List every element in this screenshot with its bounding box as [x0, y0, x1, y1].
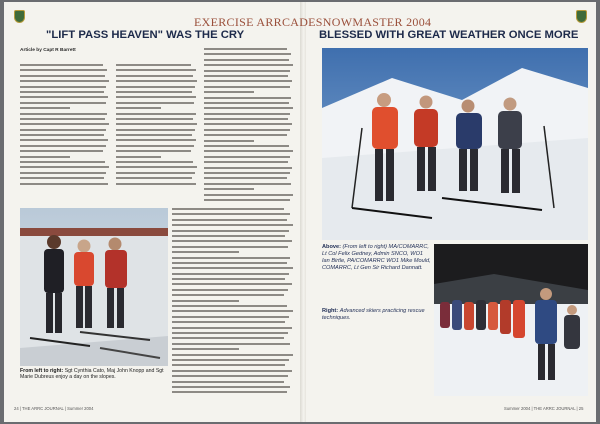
regimental-crest-icon [576, 10, 587, 23]
body-text-line [204, 86, 290, 88]
body-text-line [116, 123, 197, 125]
body-text-line [204, 97, 291, 99]
left-photo-caption-label: From left to right: [20, 368, 64, 374]
article-column-2 [116, 64, 198, 192]
body-text-line [116, 183, 196, 185]
body-text-line [204, 129, 290, 131]
right-photo-caption-label: Right: [322, 308, 339, 314]
body-text-line [116, 139, 196, 141]
body-text-line [172, 343, 290, 345]
body-text-line [20, 177, 104, 179]
body-text-line [172, 208, 284, 210]
body-text-line [204, 53, 291, 55]
body-text-line [20, 156, 70, 158]
body-text-line [172, 230, 289, 232]
body-text-line [172, 262, 287, 264]
body-text-line [20, 183, 108, 185]
body-text-line [204, 107, 293, 109]
body-text-line [20, 113, 107, 115]
body-text-line [172, 289, 288, 291]
above-photo-caption [322, 244, 432, 272]
body-text-line [20, 123, 109, 125]
body-text-line [204, 64, 293, 66]
magazine-spread [4, 2, 596, 422]
body-text-line [20, 96, 108, 98]
above-photo-caption-text: (From left to right) MA/COMARRC, Lt Col Felix Gedney, Admin SNCO, WO1 Ian Birtle, PA/COMARRC WO1 Mike Mould, COMARRC, Lt Gen Sir Richard Dannatt. [322, 244, 431, 271]
body-text-line [20, 145, 106, 147]
body-text-line [172, 294, 284, 296]
body-text-line [20, 150, 103, 152]
body-text-line [204, 70, 290, 72]
body-text-line [172, 354, 293, 356]
body-text-line [172, 359, 289, 361]
body-text-line [116, 134, 192, 136]
body-text-line [116, 172, 195, 174]
body-text-line [172, 283, 292, 285]
body-text-line [204, 123, 292, 125]
body-text-line [204, 177, 287, 179]
body-text-line [20, 69, 107, 71]
body-text-line [116, 129, 195, 131]
right-photo-caption [322, 308, 428, 322]
rescue-practice-photo [434, 244, 588, 396]
body-text-line [116, 91, 192, 93]
left-photo-caption-text: Sgt Cynthia Cato, Maj John Knopp and Sgt Marie Dubreus enjoy a day on the slopes. [20, 368, 164, 381]
body-text-line [204, 172, 290, 174]
body-text-line [20, 91, 104, 93]
body-text-line [204, 199, 290, 201]
body-text-line [204, 150, 293, 152]
body-text-line [204, 80, 292, 82]
body-text-line [204, 91, 254, 93]
body-text-line [204, 118, 288, 120]
body-text-line [204, 59, 289, 61]
body-text-line [116, 177, 192, 179]
above-photo-caption-label: Above: [322, 244, 341, 250]
group-photo-top-right [322, 48, 588, 240]
body-text-line [116, 150, 191, 152]
body-text-line [204, 167, 292, 169]
left-headline: "LIFT PASS HEAVEN" WAS THE CRY [46, 29, 245, 41]
body-text-line [172, 337, 284, 339]
body-text-line [20, 80, 109, 82]
body-text-line [20, 172, 106, 174]
body-text-line [116, 118, 193, 120]
footer-left: 24 | THE ARRC JOURNAL | Summer 2004 [14, 406, 94, 411]
body-text-line [204, 194, 293, 196]
body-text-line [116, 96, 196, 98]
body-text-line [204, 102, 289, 104]
body-text-line [204, 188, 254, 190]
body-text-line [20, 107, 70, 109]
skiers-photo-left [20, 208, 168, 366]
body-text-line [204, 48, 287, 50]
body-text-line [20, 118, 105, 120]
right-headline: BLESSED WITH GREAT WEATHER ONCE MORE [319, 29, 579, 41]
body-text-line [172, 327, 292, 329]
body-text-line [116, 166, 197, 168]
body-text-line [116, 102, 194, 104]
body-text-line [20, 102, 106, 104]
body-text-line [172, 278, 285, 280]
body-text-line [20, 139, 108, 141]
body-text-line [172, 267, 293, 269]
body-text-line [116, 145, 194, 147]
body-text-line [172, 273, 289, 275]
body-text-line [172, 300, 239, 302]
rescue-practice-image [434, 244, 588, 396]
body-text-line [172, 348, 239, 350]
body-text-line [116, 64, 191, 66]
article-column-3 [204, 48, 294, 206]
body-text-line [172, 246, 288, 248]
body-text-line [20, 86, 106, 88]
body-text-line [172, 257, 290, 259]
body-text-line [172, 219, 287, 221]
body-text-line [172, 240, 292, 242]
body-text-line [172, 235, 285, 237]
body-text-line [116, 113, 196, 115]
group-photo-image [322, 48, 588, 240]
body-text-line [116, 107, 161, 109]
body-text-line [20, 129, 106, 131]
body-text-line [204, 113, 290, 115]
body-text-line [204, 145, 289, 147]
article-column-1 [20, 64, 110, 192]
body-text-line [172, 213, 290, 215]
article-byline: Article by Capt R Barrett [20, 48, 76, 53]
body-text-line [204, 134, 287, 136]
body-text-line [172, 364, 285, 366]
skiers-photo-image [20, 208, 168, 366]
body-text-line [116, 75, 193, 77]
body-text-line [204, 75, 288, 77]
body-text-line [204, 183, 291, 185]
body-text-line [172, 375, 288, 377]
footer-right: Summer 2004 | THE ARRC JOURNAL | 25 [504, 406, 584, 411]
body-text-line [172, 332, 288, 334]
body-text-line [20, 134, 104, 136]
body-text-line [116, 156, 161, 158]
body-text-line [172, 386, 290, 388]
body-text-line [172, 370, 292, 372]
left-photo-caption [20, 368, 170, 380]
body-text-line [204, 156, 290, 158]
body-text-line [116, 161, 193, 163]
body-text-line [204, 161, 288, 163]
right-photo-caption-text: Advanced skiers practicing rescue techniques. [322, 308, 425, 321]
body-text-line [20, 166, 109, 168]
body-text-line [172, 381, 284, 383]
section-kicker: EXERCISE ARRCADESNOWMASTER 2004 [194, 15, 432, 29]
body-text-line [20, 64, 103, 66]
body-text-line [20, 161, 105, 163]
body-text-line [172, 224, 293, 226]
page-gutter [300, 2, 306, 422]
body-text-line [116, 86, 195, 88]
body-text-line [172, 321, 285, 323]
body-text-line [116, 80, 197, 82]
regimental-crest-icon [14, 10, 25, 23]
article-column-4 [172, 208, 294, 398]
body-text-line [172, 391, 287, 393]
body-text-line [20, 75, 105, 77]
body-text-line [172, 316, 289, 318]
body-text-line [172, 251, 239, 253]
body-text-line [204, 140, 254, 142]
body-text-line [172, 305, 287, 307]
body-text-line [116, 69, 196, 71]
body-text-line [172, 310, 293, 312]
